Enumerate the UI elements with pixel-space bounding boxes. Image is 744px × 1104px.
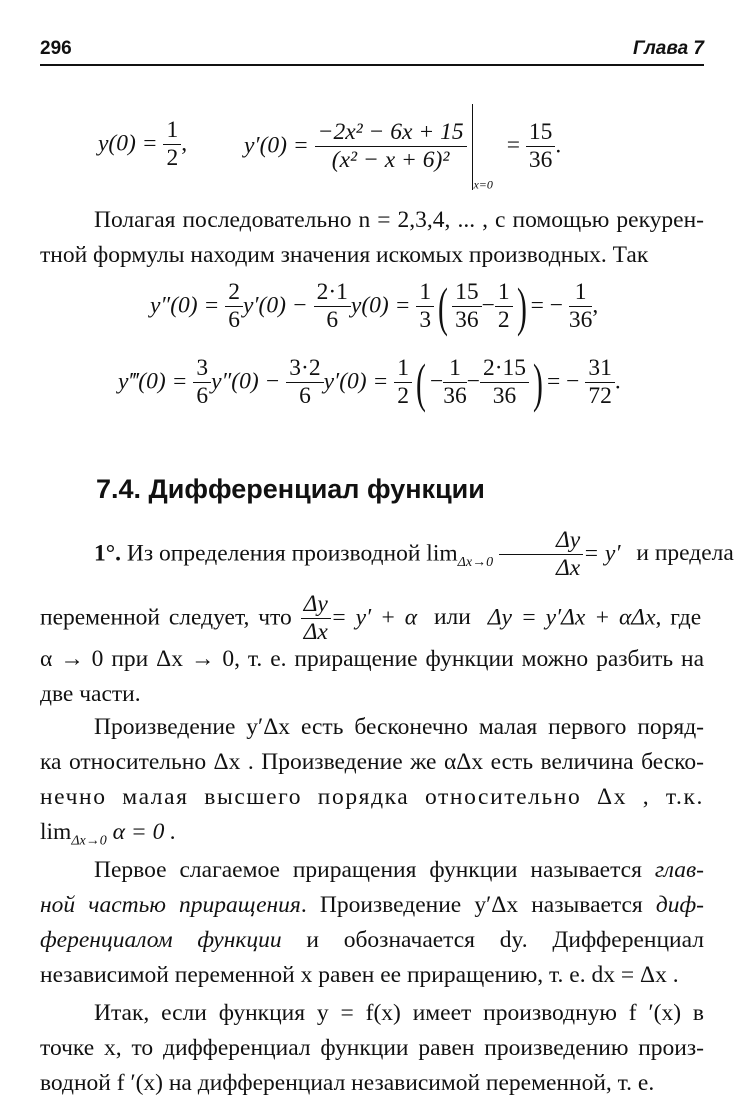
point1-line1: 1°. Из определения производной $\lim_{\Delta x\to 0}$ $\frac{\Delta y}{\Delta x}$ = y′ и предела (94, 527, 734, 581)
frac-1-36b: $\frac{1}{36}$ (443, 355, 467, 409)
yprime0-lhs: y′(0) = (244, 132, 309, 159)
formula-yprime0: y′(0) = $\frac{\text{−2x² − 6x + 15}}{\text{(x² − x + 6)²}}$ $_{x=0}$ = $\frac{15}{36}$ . (244, 104, 561, 192)
frac-21-6: $\frac{2\cdot 1}{6}$ (314, 280, 351, 334)
eval-point: x=0 (473, 177, 493, 192)
frac-3-6: $\frac{3}{6}$ (193, 356, 211, 410)
section-heading: 7.4. Дифференциал функции (96, 474, 485, 504)
para3-line1: Первое слагаемое приращения функции называется глав- (94, 857, 705, 883)
chapter-label: Глава 7 (633, 38, 704, 59)
frac-1-3: $\frac{1}{3}$ (416, 280, 434, 334)
frac-32-6: $\frac{3\cdot 2}{6}$ (286, 356, 323, 410)
frac-15-36: $\frac{15}{36}$ (452, 280, 482, 334)
para4-line3: водной f ′(x) на дифференциал независимой переменной, т. е. (40, 1070, 655, 1096)
point1-line4: две части. (40, 681, 141, 707)
para3-line3: ференциалом функции и обозначается dy. Дифференциал (40, 927, 704, 953)
frac-dy-dx-2: $\frac{\Delta y}{\Delta x}$ (301, 592, 331, 646)
y0-lhs: y(0) = (98, 130, 158, 157)
para2-line3: нечно малая высшего порядка относительно Δx , т.к. (40, 784, 704, 810)
para3-line4: независимой переменной x равен ее приращению, т. е. dx = Δx . (40, 962, 679, 988)
frac-2-6: $\frac{2}{6}$ (225, 280, 243, 334)
fraction-result: $\frac{15}{36}$ (526, 120, 556, 174)
formula-ydoubleprime: y″(0) = $\frac{2}{6}$ y′(0) − $\frac{2\cdot 1}{6}$ y(0) = $\frac{1}{3}$ ( $\frac{15}{36}$ − $\frac{1}{2}$ ) = − $\frac{1}{36}$ , (150, 277, 599, 337)
para3-line2: ной частью приращения. Произведение y′Δx называется диф- (40, 892, 705, 918)
para4-line1: Итак, если функция y = f(x) имеет производную f ′(x) в (94, 1000, 704, 1026)
paragraph-recurrence-line2: тной формулы находим значения искомых производных. Так (40, 242, 649, 268)
header-rule (40, 64, 704, 66)
fraction-derivative: $\frac{\text{−2x² − 6x + 15}}{\text{(x² − x + 6)²}}$ (315, 120, 467, 174)
frac-1-2b: $\frac{1}{2}$ (394, 356, 412, 410)
frac-1-2: $\frac{1}{2}$ (495, 280, 513, 334)
para2-line4: $\lim_{\Delta x\to 0} \alpha = 0$ . (40, 819, 177, 849)
fraction-one-half: $\frac{1}{2}$ (163, 118, 181, 172)
para2-line1: Произведение y′Δx есть бесконечно малая первого поряд- (94, 714, 704, 740)
frac-31-72: $\frac{31}{72}$ (585, 356, 615, 410)
point1-line2: переменной следует, что $\frac{\Delta y}{\Delta x}$ = y′ + α или Δy = y′Δx + αΔx, где (40, 591, 702, 645)
formula-ytripleprime: y‴(0) = $\frac{3}{6}$ y″(0) − $\frac{3\cdot 2}{6}$ y′(0) = $\frac{1}{2}$ ( − $\frac{1}{36}$ − $\frac{2\cdot 15}{36}$ ) = − $\frac{31}{72}$ . (118, 353, 621, 413)
frac-1-36: $\frac{1}{36}$ (568, 279, 593, 333)
frac-215-36: $\frac{2\cdot 15}{36}$ (480, 356, 529, 410)
para4-line2: точке x, то дифференциал функции равен произведению произ- (40, 1035, 704, 1061)
point1-line3: α → 0 при Δx → 0, т. е. приращение функции можно разбить на (40, 646, 704, 672)
formula-y0: y(0) = $\frac{1}{2}$ , (98, 117, 188, 171)
para2-line2: ка относительно Δx . Произведение же αΔx есть величина беско- (40, 749, 704, 775)
paragraph-recurrence-line1: Полагая последовательно n = 2,3,4, ... , с помощью рекурен- (94, 207, 704, 233)
frac-dy-dx: $\frac{\Delta y}{\Delta x}$ (499, 528, 583, 582)
page-number: 296 (40, 38, 72, 59)
